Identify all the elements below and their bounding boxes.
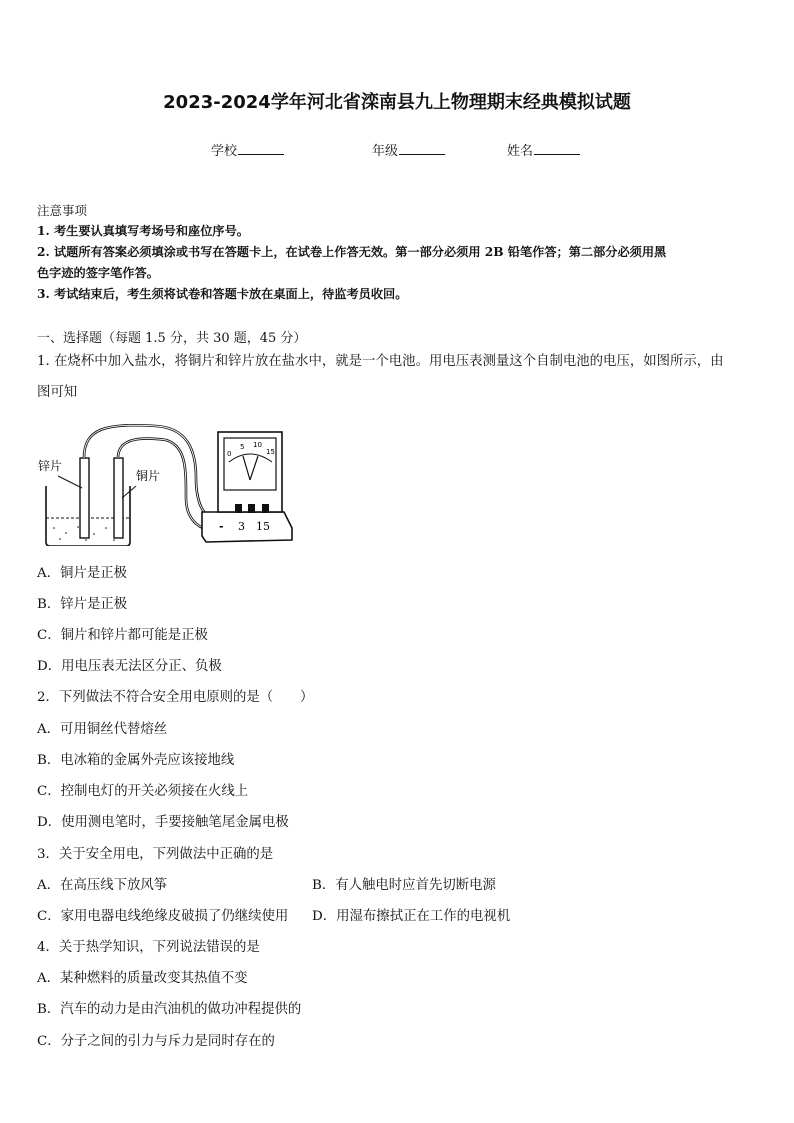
name-label: 姓名 xyxy=(507,144,534,159)
question-4-option-c: C．分子之间的引力与斥力是同时存在的 xyxy=(37,1034,275,1049)
question-3-option-c: C．家用电器电线绝缘皮破损了仍继续使用 xyxy=(37,909,289,924)
question-1-option-c: C．铜片和锌片都可能是正极 xyxy=(37,628,208,643)
notice-item: 3. 考试结束后，考生须将试卷和答题卡放在桌面上，待监考员收回。 xyxy=(37,287,408,301)
question-1-stem xyxy=(37,346,762,408)
question-1-option-a: A．铜片是正极 xyxy=(37,566,128,581)
grade-field xyxy=(372,140,445,159)
copper-plate xyxy=(114,458,123,538)
terminal-3-label: 3 xyxy=(238,520,245,533)
zinc-label: 锌片 xyxy=(38,459,63,473)
notice-item: 1. 考生要认真填写考场号和座位序号。 xyxy=(37,224,249,238)
notice-block xyxy=(37,200,762,305)
scale-15: 15 xyxy=(266,448,275,456)
terminal-minus-label: - xyxy=(219,520,224,533)
notice-item: 2. 试题所有答案必须填涂或书写在答题卡上，在试卷上作答无效。第一部分必须用 2B 铅笔作答；第二部分必须用黑 xyxy=(37,245,667,259)
scale-5: 5 xyxy=(240,443,245,451)
name-blank xyxy=(534,142,580,155)
grade-label: 年级 xyxy=(372,144,399,159)
question-1-option-d: D．用电压表无法区分正、负极 xyxy=(37,659,222,674)
grade-blank xyxy=(399,142,445,155)
scale-0: 0 xyxy=(227,450,232,458)
voltmeter-base xyxy=(202,512,292,542)
name-field xyxy=(507,140,580,159)
battery-voltmeter-figure xyxy=(36,418,294,546)
school-blank xyxy=(238,142,284,155)
terminal-15 xyxy=(262,504,269,513)
terminal-15-label: 15 xyxy=(256,520,270,533)
question-1-option-b: B．锌片是正极 xyxy=(37,597,128,612)
school-label: 学校 xyxy=(211,144,238,159)
school-field xyxy=(211,140,284,159)
question-2-option-a: A．可用铜丝代替熔丝 xyxy=(37,722,168,737)
question-2-stem: 2．下列做法不符合安全用电原则的是（ ） xyxy=(37,690,314,705)
question-4-option-a: A．某种燃料的质量改变其热值不变 xyxy=(37,971,248,986)
question-2-option-b: B．电冰箱的金属外壳应该接地线 xyxy=(37,753,235,768)
notice-item: 色字迹的签字笔作答。 xyxy=(37,266,159,280)
zinc-plate xyxy=(80,458,89,538)
question-4-option-b: B．汽车的动力是由汽油机的做功冲程提供的 xyxy=(37,1002,302,1017)
question-1-line2: 图可知 xyxy=(37,385,78,400)
copper-label: 铜片 xyxy=(136,469,161,483)
page-title: 2023-2024学年河北省滦南县九上物理期末经典模拟试题 xyxy=(163,92,631,113)
question-4-stem: 4．关于热学知识，下列说法错误的是 xyxy=(37,940,260,955)
terminal-3 xyxy=(248,504,255,513)
question-1-line1: 1. 在烧杯中加入盐水，将铜片和锌片放在盐水中，就是一个电池。用电压表测量这个自制电池的电压，如图所示，由 xyxy=(37,354,724,369)
terminal-minus xyxy=(235,504,242,513)
voltmeter-dial xyxy=(224,438,276,490)
question-3-stem: 3．关于安全用电，下列做法中正确的是 xyxy=(37,847,274,862)
section-heading: 一、选择题（每题 1.5 分，共 30 题，45 分） xyxy=(37,331,307,346)
scale-10: 10 xyxy=(253,441,262,449)
question-2-option-d: D．使用测电笔时，手要接触笔尾金属电极 xyxy=(37,815,289,830)
notice-heading: 注意事项 xyxy=(37,203,88,218)
question-2-option-c: C．控制电灯的开关必须接在火线上 xyxy=(37,784,249,799)
question-3-option-b: B．有人触电时应首先切断电源 xyxy=(312,878,496,893)
question-3-option-a: A．在高压线下放风筝 xyxy=(37,878,168,893)
question-3-option-d: D．用湿布擦拭正在工作的电视机 xyxy=(312,909,511,924)
